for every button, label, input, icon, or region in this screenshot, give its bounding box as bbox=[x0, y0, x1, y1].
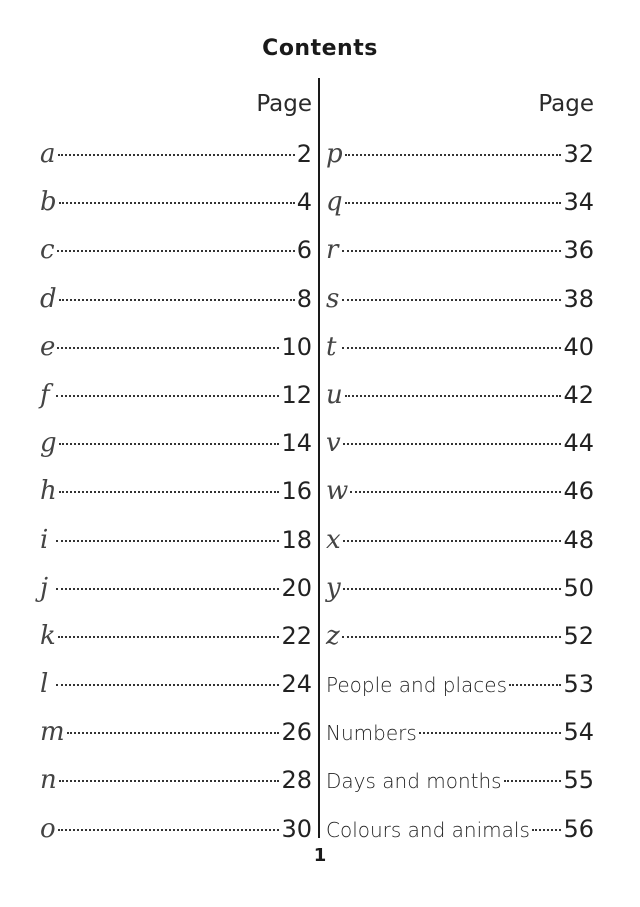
entry-label: u bbox=[326, 379, 343, 410]
dot-leader bbox=[56, 395, 279, 397]
entry-page-number: 24 bbox=[281, 670, 312, 699]
entry-label: s bbox=[326, 283, 340, 314]
entry-label: m bbox=[40, 717, 65, 748]
contents-entry[interactable] bbox=[326, 616, 594, 664]
contents-entry[interactable] bbox=[326, 712, 594, 760]
entry-page-number: 40 bbox=[563, 332, 594, 361]
dot-leader bbox=[56, 684, 279, 686]
entry-label: o bbox=[40, 813, 56, 844]
entry-label: v bbox=[326, 428, 341, 459]
entry-page-number: 52 bbox=[563, 621, 594, 650]
dot-leader bbox=[342, 347, 561, 349]
entry-label: k bbox=[40, 620, 56, 651]
contents-entry[interactable] bbox=[40, 134, 312, 182]
entry-label: h bbox=[40, 476, 57, 507]
entry-page-number: 4 bbox=[296, 188, 312, 217]
entry-page-number: 28 bbox=[281, 766, 312, 795]
entry-page-number: 20 bbox=[281, 573, 312, 602]
entry-page-number: 26 bbox=[281, 718, 312, 747]
entry-page-number: 6 bbox=[296, 236, 312, 265]
contents-entry[interactable] bbox=[40, 182, 312, 230]
dot-leader bbox=[57, 347, 279, 349]
dot-leader bbox=[342, 636, 561, 638]
entry-page-number: 32 bbox=[563, 140, 594, 168]
entry-page-number: 50 bbox=[563, 573, 594, 602]
contents-column-right bbox=[326, 86, 594, 857]
entry-page-number: 18 bbox=[281, 525, 312, 554]
page-column-header: Page bbox=[538, 91, 594, 117]
contents-entry[interactable] bbox=[40, 520, 312, 568]
entry-label: n bbox=[40, 765, 57, 796]
dot-leader bbox=[56, 540, 279, 542]
dot-leader bbox=[509, 684, 561, 686]
contents-list-right bbox=[326, 134, 594, 857]
dot-leader bbox=[58, 829, 280, 831]
dot-leader bbox=[342, 250, 561, 252]
page-number: 1 bbox=[313, 845, 327, 866]
entry-page-number: 56 bbox=[563, 814, 594, 843]
entry-label: l bbox=[40, 669, 49, 700]
entry-label: d bbox=[40, 283, 57, 314]
dot-leader bbox=[350, 491, 561, 493]
entry-page-number: 12 bbox=[281, 380, 312, 409]
dot-leader bbox=[56, 588, 279, 590]
entry-label: r bbox=[326, 235, 339, 266]
dot-leader bbox=[59, 780, 280, 782]
contents-entry[interactable] bbox=[40, 423, 312, 471]
entry-label: Numbers bbox=[326, 721, 417, 746]
entry-page-number: 14 bbox=[281, 429, 312, 458]
contents-entry[interactable] bbox=[40, 712, 312, 760]
contents-entry[interactable] bbox=[326, 471, 594, 519]
contents-entry[interactable] bbox=[326, 279, 594, 327]
contents-entry[interactable] bbox=[40, 760, 312, 808]
contents-entry[interactable] bbox=[326, 760, 594, 808]
dot-leader bbox=[57, 250, 295, 252]
dot-leader bbox=[345, 202, 562, 204]
entry-label: Days and months bbox=[326, 769, 502, 794]
dot-leader bbox=[59, 299, 295, 301]
entry-label: People and places bbox=[326, 673, 508, 698]
dot-leader bbox=[343, 540, 562, 542]
dot-leader bbox=[345, 395, 562, 397]
entry-page-number: 2 bbox=[296, 140, 312, 168]
entry-page-number: 8 bbox=[296, 284, 312, 313]
entry-page-number: 46 bbox=[563, 477, 594, 506]
dot-leader bbox=[342, 299, 561, 301]
entry-label: p bbox=[326, 139, 343, 169]
entry-page-number: 55 bbox=[563, 766, 594, 795]
entry-page-number: 36 bbox=[563, 236, 594, 265]
entry-label: z bbox=[326, 620, 340, 651]
contents-entry[interactable] bbox=[40, 568, 312, 616]
contents-entry[interactable] bbox=[40, 230, 312, 278]
contents-entry[interactable] bbox=[326, 182, 594, 230]
dot-leader bbox=[343, 443, 562, 445]
contents-column-left bbox=[40, 86, 312, 857]
page-column-header: Page bbox=[256, 91, 312, 117]
contents-entry[interactable] bbox=[326, 230, 594, 278]
dot-leader bbox=[343, 588, 562, 590]
dot-leader bbox=[419, 732, 562, 734]
entry-label: Colours and animals bbox=[326, 817, 530, 842]
contents-entry[interactable] bbox=[40, 664, 312, 712]
dot-leader bbox=[59, 443, 280, 445]
contents-entry[interactable] bbox=[326, 375, 594, 423]
contents-entry[interactable] bbox=[40, 616, 312, 664]
entry-page-number: 48 bbox=[563, 525, 594, 554]
contents-entry[interactable] bbox=[40, 375, 312, 423]
entry-label: w bbox=[326, 476, 349, 507]
entry-label: g bbox=[40, 428, 57, 459]
entry-page-number: 53 bbox=[563, 670, 594, 699]
contents-entry[interactable] bbox=[326, 423, 594, 471]
entry-label: f bbox=[40, 379, 50, 410]
entry-label: x bbox=[326, 524, 341, 555]
entry-page-number: 16 bbox=[281, 477, 312, 506]
dot-leader bbox=[59, 491, 280, 493]
dot-leader bbox=[58, 154, 295, 156]
contents-entry[interactable] bbox=[40, 471, 312, 519]
dot-leader bbox=[504, 780, 562, 782]
entry-label: b bbox=[40, 187, 57, 218]
contents-entry[interactable] bbox=[326, 134, 594, 182]
entry-label: i bbox=[40, 524, 49, 555]
entry-label: j bbox=[40, 572, 49, 603]
dot-leader bbox=[67, 732, 280, 734]
entry-label: t bbox=[326, 331, 337, 362]
entry-page-number: 22 bbox=[281, 621, 312, 650]
contents-entry[interactable] bbox=[40, 327, 312, 375]
contents-entry[interactable] bbox=[326, 327, 594, 375]
entry-page-number: 42 bbox=[563, 380, 594, 409]
dot-leader bbox=[345, 154, 562, 156]
dot-leader bbox=[532, 829, 562, 831]
entry-page-number: 30 bbox=[281, 814, 312, 843]
entry-label: c bbox=[40, 235, 55, 266]
dot-leader bbox=[59, 202, 295, 204]
entry-page-number: 54 bbox=[563, 718, 594, 747]
contents-entry[interactable] bbox=[40, 279, 312, 327]
entry-page-number: 44 bbox=[563, 429, 594, 458]
contents-entry[interactable] bbox=[326, 664, 594, 712]
entry-page-number: 38 bbox=[563, 284, 594, 313]
entry-label: e bbox=[40, 331, 56, 362]
entry-page-number: 34 bbox=[563, 188, 594, 217]
entry-label: y bbox=[326, 572, 341, 603]
entry-label: q bbox=[326, 187, 343, 218]
entry-page-number: 10 bbox=[281, 332, 312, 361]
dot-leader bbox=[58, 636, 280, 638]
page-title: Contents bbox=[262, 36, 378, 61]
contents-list-left bbox=[40, 134, 312, 857]
entry-label: a bbox=[40, 139, 56, 169]
column-divider bbox=[318, 78, 320, 838]
contents-entry[interactable] bbox=[326, 520, 594, 568]
contents-entry[interactable] bbox=[326, 568, 594, 616]
